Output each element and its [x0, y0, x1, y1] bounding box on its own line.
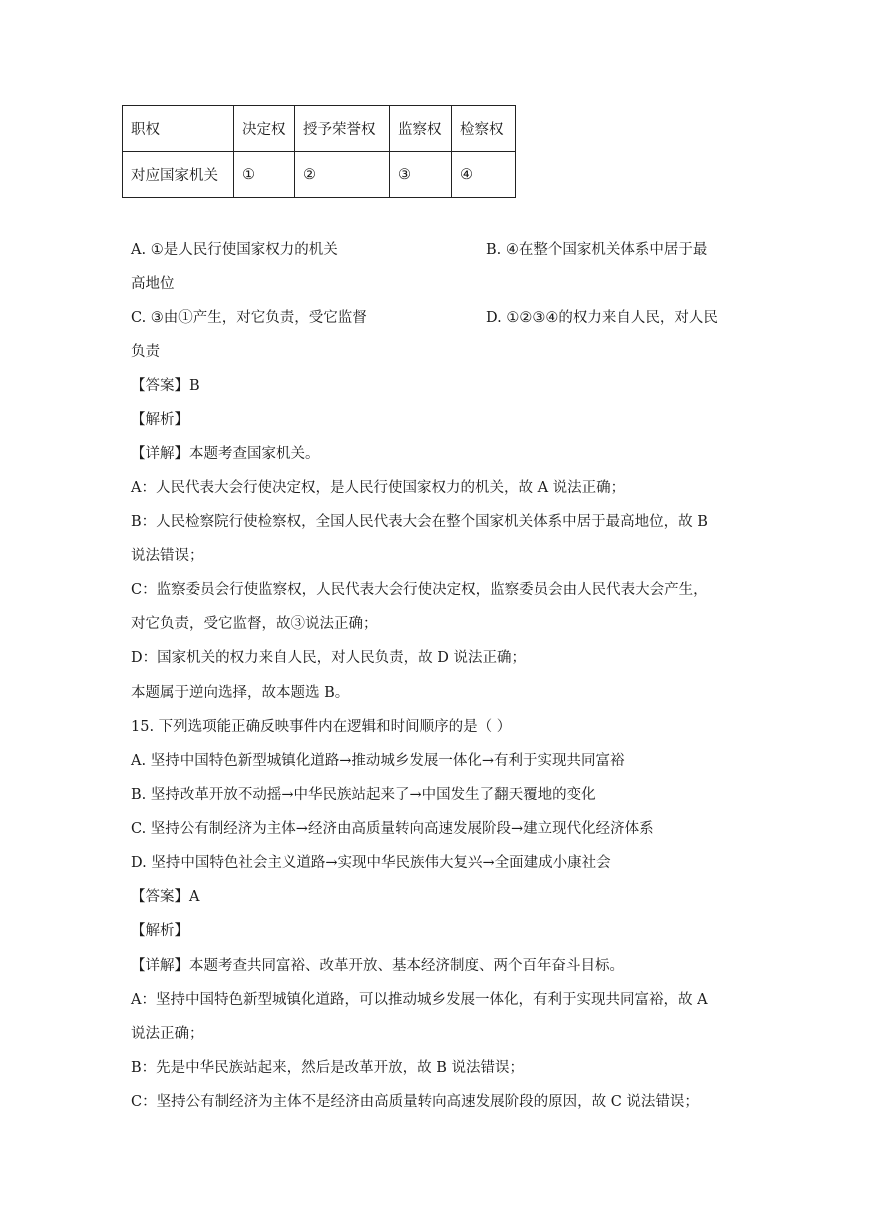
q15-explanation-line: C：坚持公有制经济为主体不是经济由高质量转向高速发展阶段的原因，故 C 说法错误；	[131, 1094, 699, 1110]
q14-explanation-line: 说法错误；	[131, 548, 204, 564]
q15-option-b: B. 坚持改革开放不动摇→中华民族站起来了→中国发生了翻天覆地的变化	[131, 787, 596, 803]
q15-explanation-line: 说法正确；	[131, 1026, 204, 1042]
table-cell: 检察权	[452, 106, 516, 152]
q14-explanation-line: C：监察委员会行使监察权，人民代表大会行使决定权，监察委员会由人民代表大会产生，	[131, 582, 708, 598]
table-cell: 职权	[123, 106, 234, 152]
q15-answer: 【答案】A	[131, 889, 200, 905]
table-cell: ①	[234, 152, 295, 198]
table-cell: 决定权	[234, 106, 295, 152]
q15-stem: 15. 下列选项能正确反映事件内在逻辑和时间顺序的是（ ）	[131, 719, 512, 735]
q14-option-d: D. ①②③④的权力来自人民，对人民	[486, 310, 718, 326]
q14-answer: 【答案】B	[131, 378, 200, 394]
q14-explanation-line: A：人民代表大会行使决定权，是人民行使国家权力的机关，故 A 说法正确；	[131, 480, 626, 496]
q14-option-c: C. ③由①产生，对它负责，受它监督	[131, 310, 367, 326]
q14-analysis-label: 【解析】	[131, 412, 189, 428]
q15-explanation-line: B：先是中华民族站起来，然后是改革开放，故 B 说法错误；	[131, 1060, 525, 1076]
q15-analysis-label: 【解析】	[131, 923, 189, 939]
table-cell: ③	[390, 152, 452, 198]
q15-detail: 【详解】本题考查共同富裕、改革开放、基本经济制度、两个百年奋斗目标。	[131, 958, 624, 974]
q14-explanation-line: B：人民检察院行使检察权，全国人民代表大会在整个国家机关体系中居于最高地位，故 B	[131, 514, 708, 530]
table-cell: 授予荣誉权	[295, 106, 390, 152]
q14-detail: 【详解】本题考查国家机关。	[131, 446, 320, 462]
table-cell: ④	[452, 152, 516, 198]
q14-option-d-continued: 负责	[131, 344, 160, 360]
q14-explanation-line: 对它负责，受它监督，故③说法正确；	[131, 616, 378, 632]
q14-explanation-line: 本题属于逆向选择，故本题选 B。	[131, 685, 350, 701]
q14-option-a: A. ①是人民行使国家权力的机关	[131, 242, 338, 258]
q15-option-d: D. 坚持中国特色社会主义道路→实现中华民族伟大复兴→全面建成小康社会	[131, 855, 611, 871]
q15-explanation-line: A：坚持中国特色新型城镇化道路，可以推动城乡发展一体化，有利于实现共同富裕，故 A	[131, 992, 708, 1008]
q14-explanation-line: D：国家机关的权力来自人民，对人民负责，故 D 说法正确；	[131, 650, 526, 666]
table-cell: ②	[295, 152, 390, 198]
table-row	[123, 152, 516, 198]
table-row	[123, 106, 516, 152]
q15-option-c: C. 坚持公有制经济为主体→经济由高质量转向高速发展阶段→建立现代化经济体系	[131, 821, 654, 837]
q15-option-a: A. 坚持中国特色新型城镇化道路→推动城乡发展一体化→有利于实现共同富裕	[131, 753, 625, 769]
q14-option-b-continued: 高地位	[131, 276, 175, 292]
table-cell: 对应国家机关	[123, 152, 234, 198]
powers-table	[122, 105, 516, 198]
table-cell: 监察权	[390, 106, 452, 152]
q14-option-b: B. ④在整个国家机关体系中居于最	[486, 242, 708, 258]
